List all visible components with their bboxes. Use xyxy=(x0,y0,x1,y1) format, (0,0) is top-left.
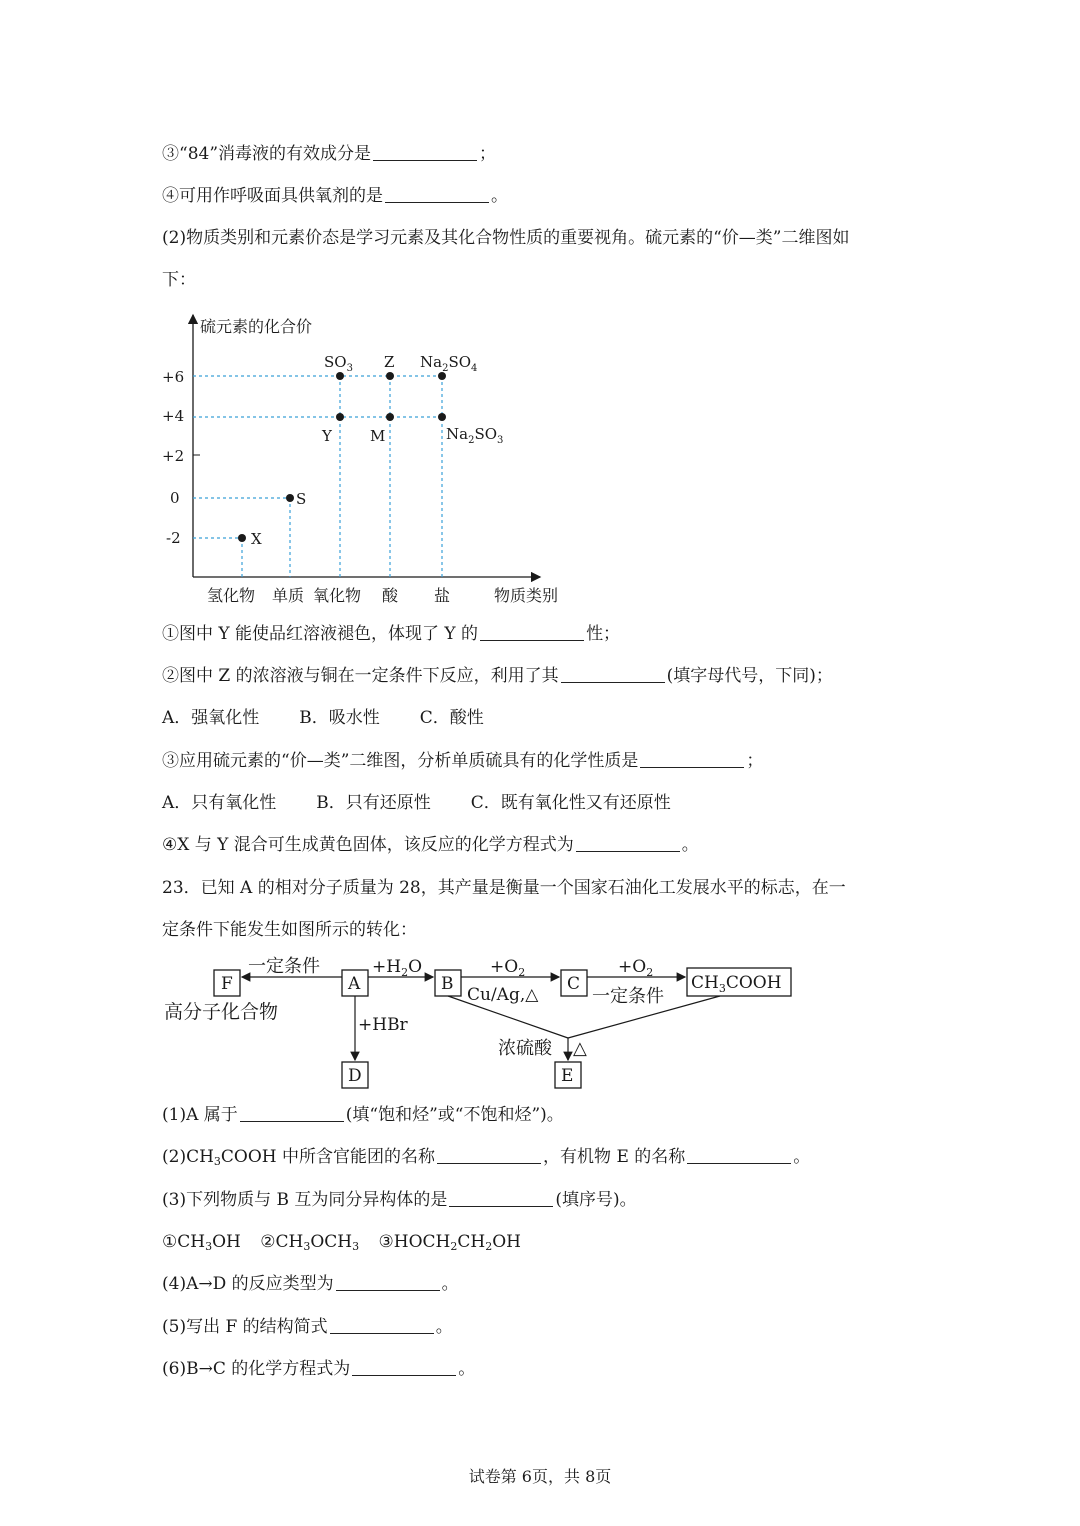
y-tick-minus2: -2 xyxy=(166,529,181,547)
svg-text:A: A xyxy=(348,974,361,994)
option-2[interactable]: $②CH_3OCH_3$ xyxy=(260,1232,360,1253)
answer-blank[interactable] xyxy=(373,144,477,161)
label-na2so4: $Na_2SO_4$ xyxy=(420,353,478,374)
option-c[interactable]: C．既有氧化性又有还原性 xyxy=(470,793,671,813)
point-s xyxy=(286,494,294,502)
q22-2-item4: ④X 与 Y 混合可生成黄色固体，该反应的化学方程式为 。 xyxy=(162,835,699,855)
q23-item3-options xyxy=(162,1230,521,1254)
svg-text:CH3COOH: $CH_3COOH$ xyxy=(691,973,782,995)
svg-text:E: E xyxy=(561,1066,574,1086)
q22-2-item1: ①图中 Y 能使品红溶液褪色，体现了 Y 的 性； xyxy=(162,624,621,644)
option-b[interactable]: B．吸水性 xyxy=(299,708,380,728)
y-tick-plus6: +6 xyxy=(162,368,185,386)
cond-a-to-f: 一定条件 xyxy=(248,956,320,977)
q22-item4: ④可用作呼吸面具供氧剂的是 。 xyxy=(162,186,508,206)
option-1[interactable]: $①CH_3OH$ xyxy=(162,1232,241,1253)
x-axis-label: 物质类别 xyxy=(494,586,559,605)
y-tick-plus2: +2 xyxy=(162,447,185,465)
label-m: M xyxy=(370,427,386,445)
answer-blank[interactable] xyxy=(385,186,489,203)
svg-text:C: C xyxy=(567,974,581,994)
label-f-polymer: 高分子化合物 xyxy=(164,1001,279,1023)
option-b[interactable]: B．只有还原性 xyxy=(316,793,431,813)
cond-c-to-acid-top: $+O_2$ xyxy=(618,957,654,979)
q23-item6: (6)B→C 的化学方程式为 。 xyxy=(162,1359,476,1379)
cond-b-to-c-top: $+O_2$ xyxy=(490,957,526,979)
guide-lines xyxy=(193,376,442,577)
cond-to-e: 浓硫酸 xyxy=(498,1038,552,1059)
y-tick-0: 0 xyxy=(170,489,180,507)
q22-part2-intro-cont: 下： xyxy=(162,270,196,290)
answer-blank[interactable] xyxy=(240,1105,344,1122)
q23-item1: (1)A 属于 (填“饱和烃”或“不饱和烃”)。 xyxy=(162,1105,564,1125)
svg-text:F: F xyxy=(221,974,233,994)
answer-blank[interactable] xyxy=(687,1147,791,1164)
x-cat-salt: 盐 xyxy=(434,586,451,605)
label-s: S xyxy=(296,490,307,508)
cond-c-to-acid-bottom: 一定条件 xyxy=(592,986,664,1007)
cond-a-to-b: $+H_2O$ xyxy=(372,957,423,979)
option-a[interactable]: A．强氧化性 xyxy=(162,708,260,728)
cond-a-to-d: +HBr xyxy=(358,1015,408,1035)
answer-blank[interactable] xyxy=(576,835,680,852)
point-so3 xyxy=(336,372,344,380)
q23-item3: (3)下列物质与 B 互为同分异构体的是 (填序号)。 xyxy=(162,1190,637,1210)
x-cat-acid: 酸 xyxy=(382,586,399,605)
answer-blank[interactable] xyxy=(561,666,665,683)
q22-item3: ③“84”消毒液的有效成分是 ； xyxy=(162,144,497,164)
answer-blank[interactable] xyxy=(640,751,744,768)
label-na2so3: $Na_2SO_3$ xyxy=(446,425,504,446)
option-3[interactable]: $③HOCH_2CH_2OH$ xyxy=(378,1232,521,1253)
answer-blank[interactable] xyxy=(437,1147,541,1164)
q23-item4: (4)A→D 的反应类型为 。 xyxy=(162,1274,459,1294)
svg-text:B: B xyxy=(441,974,454,994)
x-cat-oxide: 氧化物 xyxy=(313,586,362,605)
page-footer: 试卷第 6页，共 8页 xyxy=(468,1467,612,1486)
answer-blank[interactable] xyxy=(480,624,584,641)
q22-2-item2: ②图中 Z 的浓溶液与铜在一定条件下反应，利用了其 (填字母代号，下同)； xyxy=(162,666,833,686)
option-a[interactable]: A．只有氧化性 xyxy=(162,793,277,813)
svg-text:D: D xyxy=(348,1066,362,1086)
q23-item5: (5)写出 F 的结构简式 。 xyxy=(162,1317,453,1337)
point-na2so3 xyxy=(438,413,446,421)
cond-b-to-c-bottom: Cu/Ag,△ xyxy=(467,985,539,1005)
label-so3: $SO_3$ xyxy=(324,353,353,374)
x-cat-element: 单质 xyxy=(272,586,305,605)
point-z xyxy=(386,372,394,380)
q23-item2: $(2)CH_3COOH$ 中所含官能团的名称 ，有机物 E 的名称 。 xyxy=(162,1147,811,1168)
q22-2-item3-options xyxy=(162,791,711,815)
q23-stem-cont: 定条件下能发生如图所示的转化： xyxy=(162,920,417,940)
label-z: Z xyxy=(384,353,395,371)
q23-stem: 23．已知 A 的相对分子质量为 28，其产量是衡量一个国家石油化工发展水平的标志，在一 xyxy=(162,878,846,898)
q22-part2-intro: (2)物质类别和元素价态是学习元素及其化合物性质的重要视角。硫元素的“价—类”二维图如 xyxy=(162,228,850,248)
answer-blank[interactable] xyxy=(330,1317,434,1334)
point-y xyxy=(336,413,344,421)
sulfur-valence-chart xyxy=(150,305,580,610)
x-cat-hydride: 氢化物 xyxy=(207,586,256,605)
answer-blank[interactable] xyxy=(449,1190,553,1207)
q22-2-item2-options xyxy=(162,706,524,730)
y-tick-plus4: +4 xyxy=(162,407,185,425)
point-m xyxy=(386,413,394,421)
cond-to-e-heat: △ xyxy=(573,1038,587,1059)
y-axis-label: 硫元素的化合价 xyxy=(200,317,313,336)
answer-blank[interactable] xyxy=(352,1359,456,1376)
option-c[interactable]: C．酸性 xyxy=(419,708,484,728)
label-x: X xyxy=(251,530,262,548)
conversion-diagram xyxy=(160,950,810,1092)
point-x xyxy=(238,534,246,542)
label-y: Y xyxy=(322,427,332,445)
q22-2-item3: ③应用硫元素的“价—类”二维图，分析单质硫具有的化学性质是 ； xyxy=(162,751,764,771)
answer-blank[interactable] xyxy=(336,1274,440,1291)
